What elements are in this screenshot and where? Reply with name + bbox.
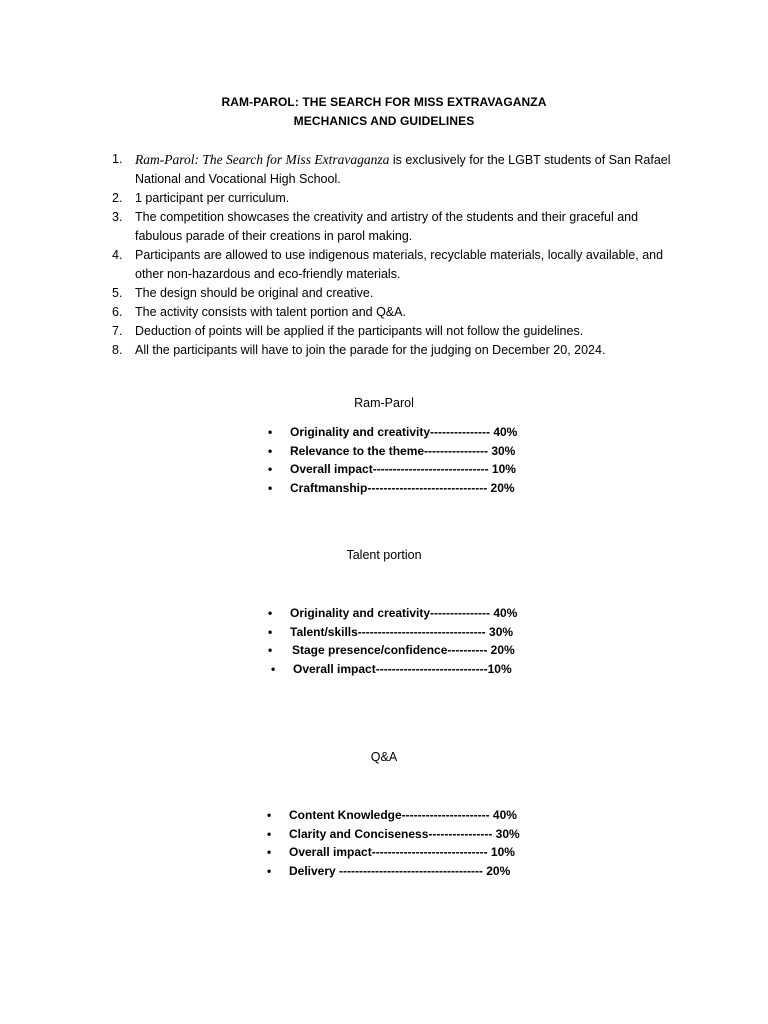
bullet-icon: • — [271, 662, 276, 677]
guideline-number: 1. — [112, 152, 123, 166]
criteria-text: Overall impact----------------------------- 10% — [289, 845, 515, 860]
guideline-text-continued: other non-hazardous and eco-friendly materials. — [135, 267, 401, 281]
guideline-item — [112, 150, 672, 189]
criteria-text: Originality and creativity--------------- 40% — [290, 606, 518, 620]
guideline-number: 3. — [112, 210, 123, 224]
criteria-text: Overall impact----------------------------- 10% — [290, 462, 516, 477]
guideline-item — [112, 322, 672, 341]
guideline-text-continued: National and Vocational High School. — [135, 172, 341, 186]
bullet-icon: • — [268, 624, 273, 639]
bullet-icon: • — [267, 826, 272, 841]
bullet-icon: • — [268, 462, 273, 477]
guideline-text: 1 participant per curriculum. — [135, 191, 290, 205]
bullet-icon: • — [268, 425, 273, 439]
guideline-text: Participants are allowed to use indigenous materials, recyclable materials, locally available, and — [135, 248, 664, 262]
guideline-text: The activity consists with talent portion and Q&A. — [135, 305, 406, 319]
guideline-item — [112, 189, 672, 208]
guideline-number: 6. — [112, 305, 123, 319]
event-name-italic: Ram-Parol: The Search for Miss Extravaganza — [135, 152, 390, 167]
criteria-text: Stage presence/confidence---------- 20% — [292, 643, 515, 658]
criteria-text: Clarity and Conciseness---------------- 30% — [289, 826, 520, 841]
guideline-number: 2. — [112, 191, 123, 205]
guidelines-list — [112, 150, 672, 360]
guideline-item — [112, 341, 672, 360]
criteria-text: Delivery ------------------------------------ 20% — [289, 864, 511, 879]
guideline-item — [112, 246, 672, 284]
guideline-number: 5. — [112, 286, 123, 300]
bullet-icon: • — [267, 845, 272, 860]
section-heading-qa: Q&A — [370, 750, 398, 764]
guideline-item — [112, 284, 672, 303]
guideline-item — [112, 208, 672, 246]
guideline-number: 4. — [112, 248, 123, 262]
guideline-number: 8. — [112, 343, 123, 357]
document-title: RAM-PAROL: THE SEARCH FOR MISS EXTRAVAGANZA — [221, 95, 547, 109]
bullet-icon: • — [268, 443, 273, 458]
bullet-icon: • — [268, 606, 273, 620]
criteria-text: Originality and creativity--------------- 40% — [290, 425, 518, 439]
bullet-icon: • — [267, 808, 272, 822]
criteria-text: Craftmanship------------------------------ 20% — [290, 481, 515, 496]
criteria-text: Content Knowledge---------------------- 40% — [289, 808, 517, 822]
guideline-text: All the participants will have to join the parade for the judging on December 20, 2024. — [135, 343, 606, 357]
guideline-text: Deduction of points will be applied if the participants will not follow the guidelines. — [135, 324, 584, 338]
criteria-text: Overall impact----------------------------10% — [293, 662, 512, 677]
guideline-item — [112, 303, 672, 322]
bullet-icon: • — [268, 643, 273, 658]
guideline-number: 7. — [112, 324, 123, 338]
document-subtitle: MECHANICS AND GUIDELINES — [293, 114, 475, 128]
section-heading-talent-portion: Talent portion — [346, 548, 422, 562]
bullet-icon: • — [267, 864, 272, 879]
section-heading-ram-parol: Ram-Parol — [354, 396, 414, 410]
guideline-text: is exclusively for the LGBT students of San Rafael — [389, 153, 671, 167]
guideline-text: The competition showcases the creativity and artistry of the students and their graceful and — [135, 210, 639, 224]
criteria-text: Talent/skills-------------------------------- 30% — [290, 624, 514, 639]
criteria-text: Relevance to the theme---------------- 30% — [290, 443, 516, 458]
guideline-text-continued: fabulous parade of their creations in parol making. — [135, 229, 413, 243]
bullet-icon: • — [268, 481, 273, 496]
guideline-text: The design should be original and creative. — [135, 286, 374, 300]
